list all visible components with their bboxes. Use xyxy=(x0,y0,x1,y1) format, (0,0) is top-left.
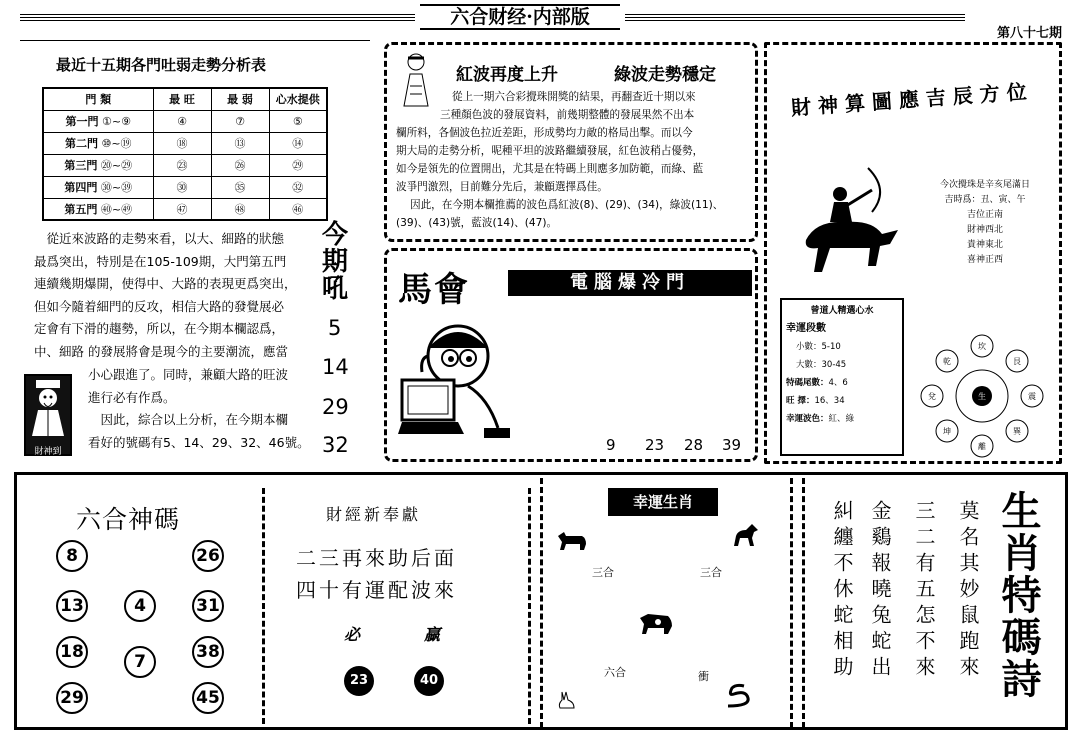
hot-cell: ④ xyxy=(153,110,211,132)
horse-subtitle: 電腦爆冷門 xyxy=(508,270,752,296)
liuhe-ball: 18 xyxy=(56,636,88,668)
lucky-line: 吉時爲：丑、寅、午 xyxy=(944,195,1026,205)
wave-line: 期大局的走勢分析，呢種平坦的波路繼續發展，紅色波稍占優勢， xyxy=(396,145,704,157)
bi-char: 必 xyxy=(344,625,361,644)
article-line: 看好的號碼有5、14、29、32、46號。 xyxy=(88,434,310,450)
wave-line: 如今是領先的位置開出，尤其是在特碼上則應多加防範，而綠、藍 xyxy=(396,163,704,175)
lucky-direction-list xyxy=(920,178,1050,268)
bagua-label: 巽 xyxy=(1013,427,1021,436)
table-row: 第二門 ⑩~⑲ ⑱ ⑬ ⑭ xyxy=(43,132,327,154)
rabbit-icon xyxy=(556,690,578,712)
door-label: 第三門 xyxy=(64,159,98,172)
article-line: 因此，綜合以上分析，在今期本欄 xyxy=(100,412,289,428)
divider xyxy=(802,478,805,728)
range-start: ㊵ xyxy=(100,202,112,216)
portrait-caption: 財神到 xyxy=(34,447,62,457)
poem-column: 莫名其妙鼠跑來 xyxy=(956,500,980,682)
archer-horse-icon xyxy=(786,160,908,286)
poem-column: 三二有五怎不來 xyxy=(912,500,936,682)
table-row: 第一門 ①~⑨ ④ ⑦ ⑤ xyxy=(43,110,327,132)
lucky-direction-title: 財神算圖應吉辰方位 xyxy=(790,79,1035,120)
range-end: ⑨ xyxy=(121,115,131,128)
table-title: 最近十五期各門吐弱走勢分析表 xyxy=(56,56,267,74)
lucky-line: 財神西北 xyxy=(966,225,1003,235)
range-start: ① xyxy=(102,115,112,128)
jinqi-title: 今期吼 xyxy=(322,220,349,304)
zodiac-label: 三合 xyxy=(700,566,722,579)
luck-section-title: 幸運段數 xyxy=(786,323,826,334)
door-label: 第五門 xyxy=(64,202,98,216)
god-portrait xyxy=(24,374,72,456)
hot-cell: ⑱ xyxy=(153,132,211,154)
computer-user-icon xyxy=(398,318,528,448)
tip-cell: ㉜ xyxy=(269,176,327,198)
cold-cell: ㊽ xyxy=(211,198,269,220)
wave-line: 波爭門激烈，目前難分先后，兼顧選擇爲佳。 xyxy=(396,181,608,193)
bagua-label: 兌 xyxy=(928,392,936,401)
tip-cell: ㉙ xyxy=(269,154,327,176)
caijing-ball: 23 xyxy=(344,666,374,696)
tip-cell: ⑤ xyxy=(269,110,327,132)
horse-number: 9 xyxy=(606,436,616,454)
bagua-diagram xyxy=(920,334,1044,458)
wave-line: 三種顏色波的發展資料，前幾期整體的發展果然不出本 xyxy=(440,109,695,121)
tip-cell: ㊻ xyxy=(269,198,327,220)
liuhe-title: 六合神碼 xyxy=(76,505,181,534)
article-line: 但如今隨着細門的反攻，相信大路的發覺展必 xyxy=(34,298,285,314)
wave-line: 因此，在今期本欄推薦的波色爲紅波(8)、(29)、(34)，綠波(11)、 xyxy=(410,199,724,211)
jinqi-number: 14 xyxy=(322,355,349,379)
cold-cell: ㉖ xyxy=(211,154,269,176)
cold-cell: ㉟ xyxy=(211,176,269,198)
liuhe-ball: 31 xyxy=(192,590,224,622)
liuhe-ball: 29 xyxy=(56,682,88,714)
issue-number: 第八十七期 xyxy=(996,26,1062,41)
divider xyxy=(540,478,543,728)
table-row: 第五門 ㊵~㊾ ㊼ ㊽ ㊻ xyxy=(43,198,327,220)
article-line: 進行必有作爲。 xyxy=(88,389,176,405)
bagua-label: 艮 xyxy=(1013,357,1021,366)
bagua-label: 震 xyxy=(1028,392,1036,401)
snake-icon xyxy=(724,682,754,710)
range-end: ㊴ xyxy=(121,181,133,194)
range-start: ⑳ xyxy=(100,159,112,172)
bagua-label: 乾 xyxy=(943,357,951,366)
luck-box-title: 曾道人精選心水 xyxy=(810,306,874,316)
cold-cell: ⑦ xyxy=(211,110,269,132)
color-value: 紅、綠 xyxy=(828,414,855,424)
table-row: 第三門 ⑳~㉙ ㉓ ㉖ ㉙ xyxy=(43,154,327,176)
range-start: ⑩ xyxy=(101,137,112,150)
liuhe-ball: 8 xyxy=(56,540,88,572)
range-end: ⑲ xyxy=(120,137,132,150)
wang-value: 16、34 xyxy=(814,396,845,406)
wave-article-body xyxy=(396,88,751,232)
luck-box xyxy=(780,298,904,456)
zodiac-label: 三合 xyxy=(592,566,614,579)
horse-number: 23 xyxy=(645,436,665,454)
article-line: 中、細路 的發展將會是現今的主要潮流，應當 xyxy=(34,343,288,359)
hot-cell: ㉚ xyxy=(153,176,211,198)
horse-icon xyxy=(732,522,760,548)
col-header: 最 旺 xyxy=(153,88,211,110)
cow-icon xyxy=(638,610,674,636)
tail-label: 特碼尾數： xyxy=(786,378,829,388)
bagua-label: 離 xyxy=(978,442,986,451)
liuhe-ball: 13 xyxy=(56,590,88,622)
caijing-line: 二三再來助后面 xyxy=(296,546,457,570)
table-row: 第四門 ㉚~㊴ ㉚ ㉟ ㉜ xyxy=(43,176,327,198)
left-article-cont xyxy=(88,364,314,454)
lucky-line: 喜神正西 xyxy=(966,255,1003,265)
article-line: 從近來波路的走勢來看，以大、細路的狀態 xyxy=(46,231,285,246)
door-label: 第四門 xyxy=(64,181,98,194)
lucky-line: 今次攪珠是辛亥尾滿日 xyxy=(939,180,1030,190)
door-label: 第一門 xyxy=(65,115,99,128)
zodiac-label: 六合 xyxy=(604,666,626,679)
range-end: ㉙ xyxy=(121,159,133,172)
lucky-line: 貴神東北 xyxy=(966,240,1003,250)
horse-number: 28 xyxy=(684,436,704,454)
article-line: 最爲突出，特別是在105-109期，大門第五門 xyxy=(34,253,287,269)
col-header: 最 弱 xyxy=(211,88,269,110)
wave-line: (39)、(43)號，藍波(14)、(47)。 xyxy=(396,217,558,229)
color-label: 幸運波色： xyxy=(786,414,829,424)
table-header-row xyxy=(43,88,327,110)
tip-cell: ⑭ xyxy=(269,132,327,154)
wang-label: 旺 擇： xyxy=(786,396,815,406)
hot-cell: ㉓ xyxy=(153,154,211,176)
liuhe-ball: 45 xyxy=(192,682,224,714)
masthead: 六合财经·内部版 xyxy=(420,4,620,30)
ox-icon xyxy=(556,530,588,552)
divider xyxy=(528,488,531,724)
wave-heading-2: 綠波走勢穩定 xyxy=(614,65,716,85)
divider xyxy=(790,478,793,728)
article-line: 定會有下滑的趨勢，所以，在今期本欄認爲， xyxy=(34,321,285,337)
jinqi-number: 32 xyxy=(322,433,349,457)
range-end: ㊾ xyxy=(121,202,133,216)
wave-line: 欄所料，各個波色拉近差距，形成勢均力敵的格局出擊。而以今 xyxy=(396,127,693,139)
door-label: 第二門 xyxy=(64,137,98,150)
poem-column: 糾纏不休蛇相助 xyxy=(830,500,854,682)
caijing-title: 財經新奉獻 xyxy=(326,505,422,524)
horse-number: 39 xyxy=(722,436,742,454)
zodiac-title: 幸運生肖 xyxy=(608,488,718,516)
zodiac-label: 衝 xyxy=(698,670,709,683)
liuhe-ball: 7 xyxy=(124,646,156,678)
left-article xyxy=(34,228,314,364)
poem-column: 金鷄報曉兔蛇出 xyxy=(868,500,892,682)
god-portrait-icon xyxy=(26,376,70,440)
liuhe-ball: 4 xyxy=(124,590,156,622)
poem-title: 生肖特碼詩 xyxy=(995,490,1042,700)
col-header: 門 類 xyxy=(43,88,153,110)
range-start: ㉚ xyxy=(100,181,112,194)
article-line: 連續幾期爆開，使得中、大路的表現更爲突出， xyxy=(34,276,297,292)
wave-line: 從上一期六合彩攪珠開獎的結果，再翻查近十期以來 xyxy=(452,91,696,103)
horse-title: 馬會 xyxy=(398,270,470,310)
lucky-line: 吉位正南 xyxy=(966,210,1003,220)
bagua-label: 坤 xyxy=(943,427,951,436)
luck-large: 大數：30-45 xyxy=(796,360,847,370)
article-line: 小心跟進了。同時，兼顧大路的旺波 xyxy=(88,367,289,382)
bagua-label: 坎 xyxy=(978,342,986,351)
analysis-table xyxy=(42,87,328,221)
liuhe-ball: 26 xyxy=(192,540,224,572)
cold-cell: ⑬ xyxy=(211,132,269,154)
ying-char: 贏 xyxy=(424,625,441,644)
luck-small: 小數：5-10 xyxy=(796,342,841,352)
liuhe-ball: 38 xyxy=(192,636,224,668)
jinqi-number: 29 xyxy=(322,395,349,419)
tail-value: 4、6 xyxy=(828,378,848,388)
caijing-line: 四十有運配波來 xyxy=(296,578,457,602)
caijing-ball: 40 xyxy=(414,666,444,696)
bagua-center: 生 xyxy=(978,392,986,401)
jinqi-number: 5 xyxy=(328,316,342,340)
hot-cell: ㊼ xyxy=(153,198,211,220)
divider xyxy=(262,488,265,724)
col-header: 心水提供 xyxy=(269,88,327,110)
wave-heading-1: 紅波再度上升 xyxy=(456,65,558,85)
